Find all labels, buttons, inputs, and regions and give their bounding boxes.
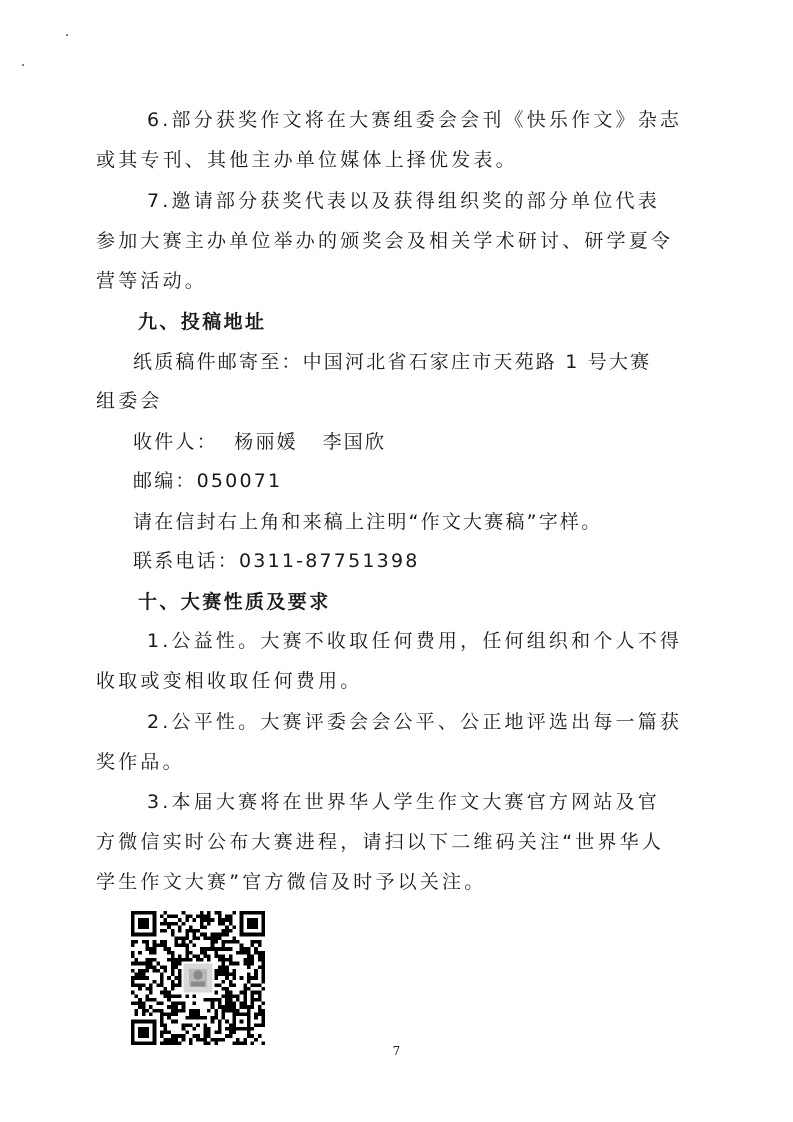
paragraph-6-line-2: 或其专刊、其他主办单位媒体上择优发表。: [96, 149, 518, 171]
requirement-2-line-2: 奖作品。: [96, 751, 185, 773]
paragraph-6-line-1: 6.部分获奖作文将在大赛组委会会刊《快乐作文》杂志: [147, 109, 683, 131]
requirement-3-line-3: 学生作文大赛”官方微信及时予以关注。: [96, 871, 487, 893]
requirement-2-line-1: 2.公平性。大赛评委会会公平、公正地评选出每一篇获: [147, 711, 683, 733]
scan-speck: [66, 34, 68, 36]
mailing-address-line-2: 组委会: [96, 390, 163, 412]
section-10-heading: 十、大赛性质及要求: [138, 591, 331, 613]
requirement-1-line-2: 收取或变相收取任何费用。: [96, 670, 363, 692]
paragraph-7-line-3: 营等活动。: [96, 270, 208, 292]
postcode-line: 邮编：050071: [133, 470, 283, 492]
recipient-line: 收件人： 杨丽媛 李国欣: [133, 431, 387, 453]
scan-speck: [22, 64, 24, 66]
mailing-address-line-1: 纸质稿件邮寄至：中国河北省石家庄市天苑路 1 号大赛: [133, 351, 652, 373]
section-9-heading: 九、投稿地址: [138, 311, 267, 333]
qr-code-icon[interactable]: [131, 911, 265, 1045]
phone-line: 联系电话：0311-87751398: [133, 550, 420, 572]
requirement-1-line-1: 1.公益性。大赛不收取任何费用，任何组织和个人不得: [147, 630, 683, 652]
page-number: 7: [392, 1044, 401, 1058]
requirement-3-line-1: 3.本届大赛将在世界华人学生作文大赛官方网站及官: [147, 791, 660, 813]
requirement-3-line-2: 方微信实时公布大赛进程，请扫以下二维码关注“世界华人: [96, 831, 665, 853]
paragraph-7-line-2: 参加大赛主办单位举办的颁奖会及相关学术研讨、研学夏令: [96, 230, 674, 252]
envelope-note: 请在信封右上角和来稿上注明“作文大赛稿”字样。: [133, 511, 603, 533]
paragraph-7-line-1: 7.邀请部分获奖代表以及获得组织奖的部分单位代表: [147, 190, 660, 212]
